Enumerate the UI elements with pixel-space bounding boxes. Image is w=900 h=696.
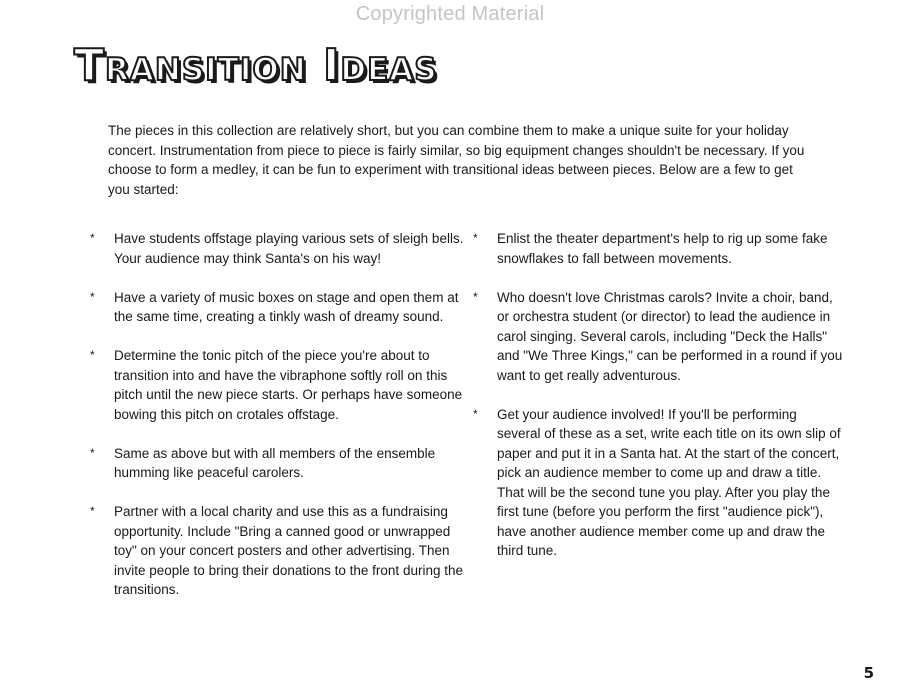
bullet-icon: * [90, 289, 95, 304]
bullet-icon: * [90, 445, 95, 460]
page-number: 5 [863, 664, 874, 682]
bullet-icon: * [473, 231, 478, 245]
list-item-text: Who doesn't love Christmas carols? Invite a choir, band, or orchestra student (or director) to lead the audience in carol singing. Several carols, including "Deck the Halls" and "We Three Kings," can be performed in a round if you want to get really adventurous. [497, 289, 843, 383]
copyright-watermark: Copyrighted Material [355, 3, 545, 25]
list-item [90, 229, 466, 268]
list-item [473, 288, 843, 386]
list-item [90, 288, 466, 327]
list-item-text: Have a variety of music boxes on stage and open them at the same time, creating a tinkly wash of dreamy sound. [114, 289, 459, 324]
list-item-text: Determine the tonic pitch of the piece you're about to transition into and have the vibraphone softly roll on this pitch until the new piece starts. Or perhaps have someone bowing this pitch on crotales offstage. [114, 348, 463, 422]
bullet-icon: * [90, 348, 95, 362]
list-item [90, 502, 466, 600]
bullet-icon: * [473, 289, 478, 304]
list-item [473, 229, 843, 268]
intro-paragraph: The pieces in this collection are relatively short, but you can combine them to make a unique suite for your holiday concert. Instrumentation from piece to piece is fairly similar, so big equipment changes shouldn't be necessary. If you choose to form a medley, it can be fun to experiment with transitional ideas between pieces. Below are a few to get you started: [108, 123, 805, 197]
list-item-text: Enlist the theater department's help to rig up some fake snowflakes to fall between movements. [497, 231, 828, 266]
right-ideas-list [473, 229, 843, 580]
list-item [473, 405, 843, 561]
list-item-text: Same as above but with all members of the ensemble humming like peaceful carolers. [114, 445, 436, 480]
list-item [90, 346, 466, 424]
left-ideas-list [90, 229, 466, 619]
list-item-text: Partner with a local charity and use this as a fundraising opportunity. Include "Bring a canned good or unwrapped toy" on your concert posters and other advertising. Then invite people to bring their donations to the front during the transitions. [114, 504, 463, 597]
list-item [90, 444, 466, 483]
bullet-icon: * [473, 406, 478, 421]
list-item-text: Get your audience involved! If you'll be performing several of these as a set, write each title on its own slip of paper and put it in a Santa hat. At the start of the concert, pick an audience member to come up and draw a title. That will be the second tune you play. After you play the first tune (before you perform the first "audience pick"), have another audience member come up and draw the third tune. [497, 406, 841, 558]
list-item-text: Have students offstage playing various sets of sleigh bells. Your audience may think Santa's on his way! [114, 231, 464, 266]
bullet-icon: * [90, 231, 95, 245]
page-title: Transition Ideas [74, 40, 438, 91]
bullet-icon: * [90, 504, 95, 518]
